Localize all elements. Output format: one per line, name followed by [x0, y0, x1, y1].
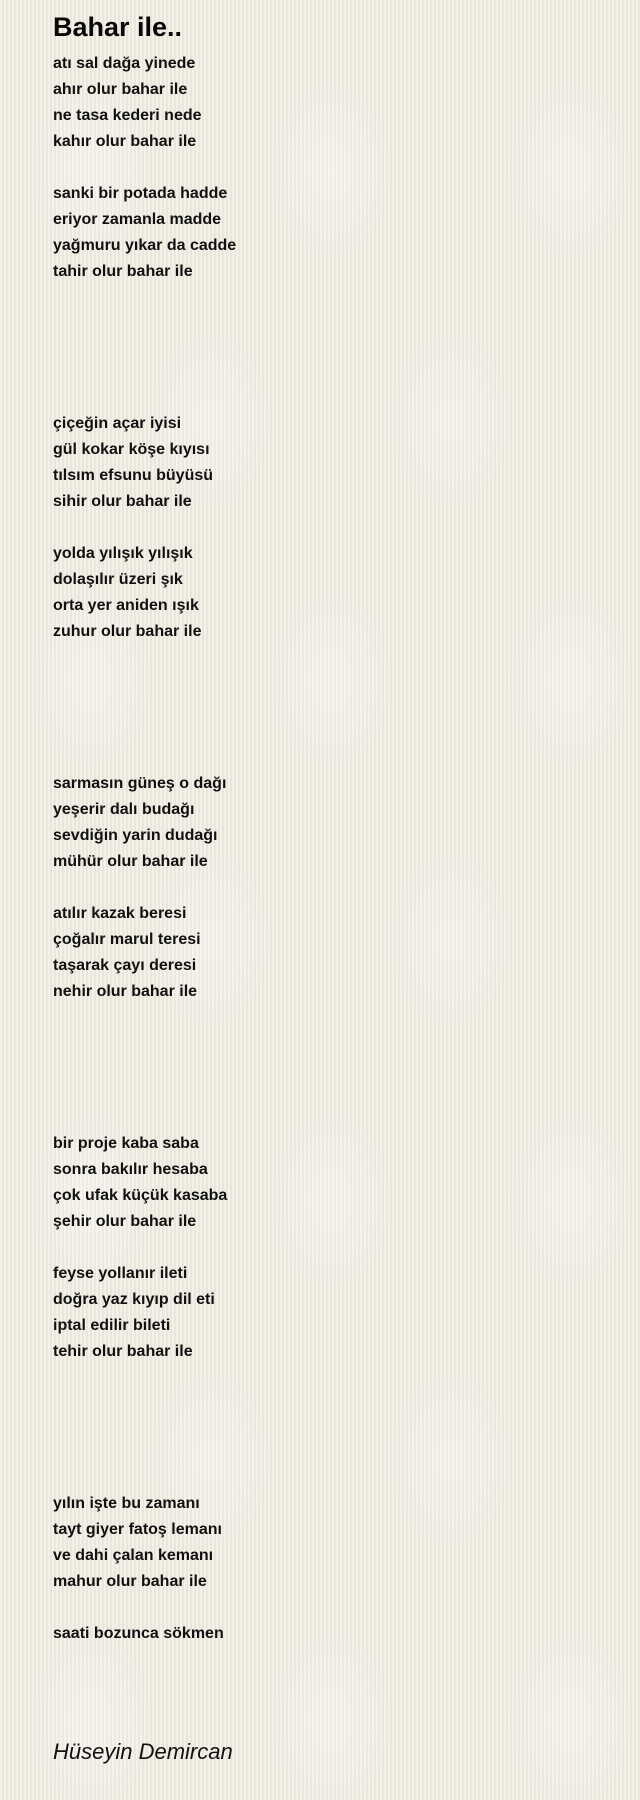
poem-line: çoğalır marul teresi	[53, 931, 201, 948]
stanza-6	[53, 901, 201, 1005]
poem-line: kahır olur bahar ile	[53, 133, 197, 150]
poem-line: dolaşılır üzeri şık	[53, 571, 183, 588]
stanza-9	[53, 1491, 222, 1595]
poem-line: sanki bir potada hadde	[53, 185, 228, 202]
poem-line: yağmuru yıkar da cadde	[53, 237, 237, 254]
stanza-7	[53, 1131, 227, 1235]
poem-line: mahur olur bahar ile	[53, 1573, 207, 1590]
poem-line: tılsım efsunu büyüsü	[53, 467, 214, 484]
poem-line: sihir olur bahar ile	[53, 493, 192, 510]
stanza-4	[53, 541, 201, 645]
poem-line: nehir olur bahar ile	[53, 983, 198, 1000]
poem-line: sevdiğin yarin dudağı	[53, 827, 218, 844]
poem-line: yeşerir dalı budağı	[53, 801, 195, 818]
poem-line: feyse yollanır ileti	[53, 1265, 188, 1282]
poem-line: mühür olur bahar ile	[53, 853, 208, 870]
poem-line: ve dahi çalan kemanı	[53, 1547, 214, 1564]
poem-line: eriyor zamanla madde	[53, 211, 222, 228]
poem-line: ne tasa kederi nede	[53, 107, 202, 124]
poem-line: atı sal dağa yinede	[53, 55, 196, 72]
poem-title: Bahar ile..	[53, 12, 183, 42]
stanza-3	[53, 411, 213, 515]
poem-line: ahır olur bahar ile	[53, 81, 188, 98]
poem-line: tayt giyer fatoş lemanı	[53, 1521, 222, 1538]
poem-line: çok ufak küçük kasaba	[53, 1187, 228, 1204]
stanza-5	[53, 771, 226, 875]
poem-line: çiçeğin açar iyisi	[53, 415, 182, 432]
poem-line: bir proje kaba saba	[53, 1135, 199, 1152]
poem-line: gül kokar köşe kıyısı	[53, 441, 210, 458]
stanza-2	[53, 181, 236, 285]
poem-line: yılın işte bu zamanı	[53, 1495, 200, 1512]
stanza-10	[53, 1621, 224, 1647]
poem-line: doğra yaz kıyıp dil eti	[53, 1291, 215, 1308]
poem-line: sarmasın güneş o dağı	[53, 775, 227, 792]
stanza-8	[53, 1261, 215, 1365]
poem-line: sonra bakılır hesaba	[53, 1161, 208, 1178]
poem-line: saati bozunca sökmen	[53, 1625, 224, 1642]
poem-line: tahir olur bahar ile	[53, 263, 193, 280]
poem-line: iptal edilir bileti	[53, 1317, 171, 1334]
poem-line: zuhur olur bahar ile	[53, 623, 202, 640]
poem-line: tehir olur bahar ile	[53, 1343, 193, 1360]
poem-line: şehir olur bahar ile	[53, 1213, 197, 1230]
stanza-1	[53, 51, 202, 155]
poem-line: taşarak çayı deresi	[53, 957, 197, 974]
poem-line: atılır kazak beresi	[53, 905, 187, 922]
poem-line: orta yer aniden ışık	[53, 597, 199, 614]
author-name: Hüseyin Demircan	[53, 1739, 233, 1764]
poem-line: yolda yılışık yılışık	[53, 545, 193, 562]
